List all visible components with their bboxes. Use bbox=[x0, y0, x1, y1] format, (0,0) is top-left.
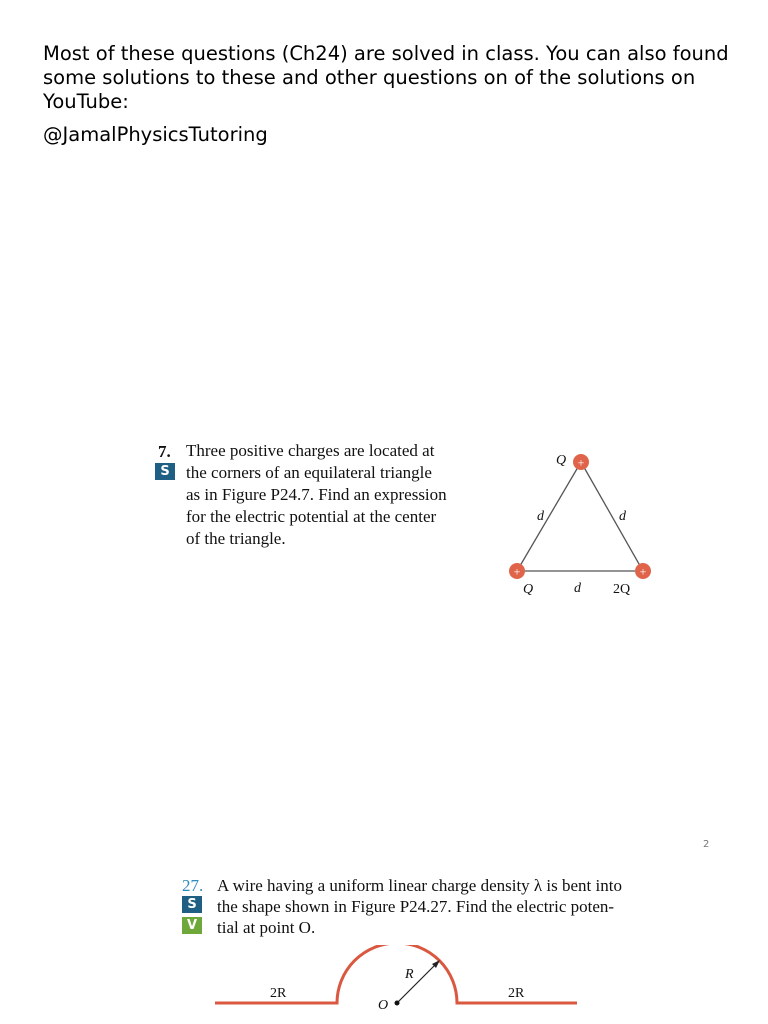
label-point-o: O bbox=[378, 998, 389, 1013]
svg-text:+: + bbox=[577, 455, 585, 470]
radius-line bbox=[397, 962, 438, 1003]
label-right-length: 2R bbox=[508, 986, 525, 1001]
problem-7-number: 7. bbox=[158, 442, 171, 461]
intro-text bbox=[43, 42, 743, 147]
problem-7-line-3: as in Figure P24.7. Find an expression bbox=[186, 485, 447, 504]
label-side-right: d bbox=[619, 509, 626, 524]
problem-27-line-3: tial at point O. bbox=[217, 918, 316, 937]
problem-27-line-1: A wire having a uniform linear charge density λ is bent into bbox=[217, 876, 622, 895]
triangle-left-side bbox=[517, 462, 581, 571]
problem-7-line-5: of the triangle. bbox=[186, 529, 286, 548]
problem-27-s-badge: S bbox=[182, 896, 202, 913]
youtube-handle: @JamalPhysicsTutoring bbox=[43, 123, 268, 146]
point-o-dot bbox=[395, 1001, 400, 1006]
page-number: 2 bbox=[703, 839, 710, 850]
problem-7-s-badge: S bbox=[155, 463, 175, 480]
problem-7-line-2: the corners of an equilateral triangle bbox=[186, 463, 432, 482]
triangle-right-side bbox=[581, 462, 643, 571]
intro-line-3: YouTube: bbox=[43, 90, 129, 113]
charge-top bbox=[573, 454, 589, 470]
label-radius: R bbox=[405, 967, 414, 982]
intro-line-1: Most of these questions (Ch24) are solved in class. You can also found bbox=[43, 42, 729, 65]
problem-7-line-4: for the electric potential at the center bbox=[186, 507, 437, 526]
label-bottom-right-charge: 2Q bbox=[613, 582, 631, 597]
svg-text:+: + bbox=[639, 564, 647, 579]
svg-text:+: + bbox=[513, 564, 521, 579]
problem-27-line-2: the shape shown in Figure P24.27. Find the electric poten- bbox=[217, 897, 615, 916]
label-left-length: 2R bbox=[270, 986, 287, 1001]
problem-7-line-1: Three positive charges are located at bbox=[186, 441, 435, 460]
label-top-charge: Q bbox=[556, 453, 567, 468]
label-side-left: d bbox=[537, 509, 544, 524]
charge-bottom-right bbox=[635, 563, 651, 579]
problem-27-number: 27. bbox=[182, 876, 204, 895]
label-bottom-left-charge: Q bbox=[523, 582, 534, 597]
problem-27-v-badge: V bbox=[182, 917, 202, 934]
charge-bottom-left bbox=[509, 563, 525, 579]
figure-p24-27 bbox=[200, 945, 600, 1024]
figure-p24-7 bbox=[500, 440, 670, 610]
intro-line-2: some solutions to these and other questions on of the solutions on bbox=[43, 66, 696, 89]
label-side-bottom: d bbox=[574, 581, 581, 596]
